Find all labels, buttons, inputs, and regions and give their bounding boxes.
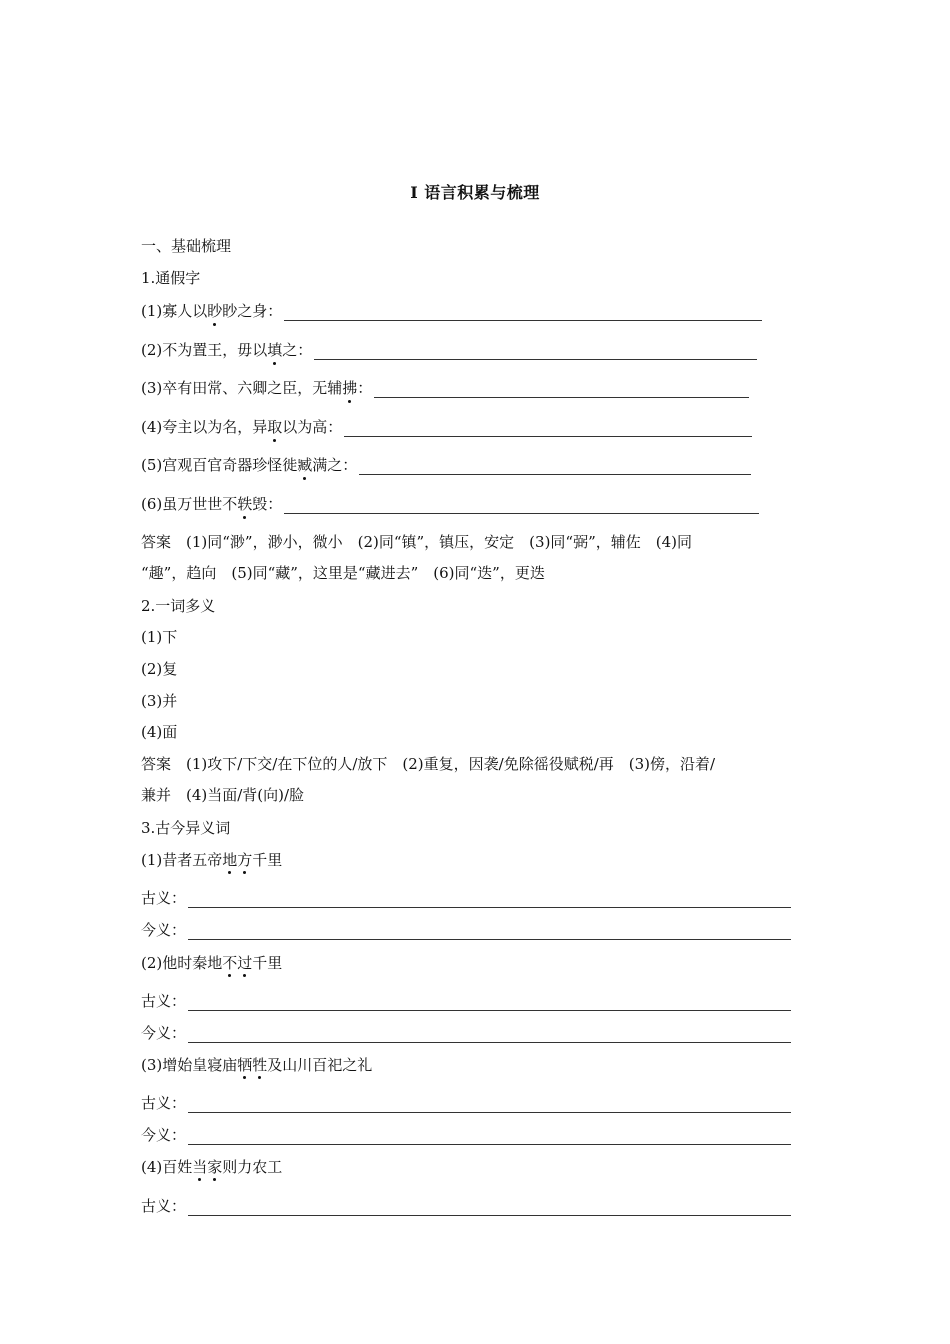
- answer-line: 兼并 (4)当面/背(向)/脸: [141, 786, 305, 804]
- item-text: (1)昔者五帝: [141, 851, 223, 869]
- page-title: Ⅰ 语言积累与梳理: [410, 183, 540, 202]
- answer-line: 答案 (1)攻下/下交/在下位的人/放下 (2)重复，因袭/免除徭役赋税/再 (3)傍，沿着/: [141, 755, 716, 773]
- emphasized-char: 过: [237, 954, 253, 972]
- tongjiazi-item-4: [141, 417, 752, 437]
- item-text: 千里: [252, 851, 283, 869]
- jin-yi-row: [141, 1125, 791, 1145]
- emphasized-char: 眇: [207, 302, 223, 320]
- gu-yi-label: 古义：: [141, 889, 187, 907]
- emphasized-char: 家: [207, 1158, 223, 1176]
- gu-yi-label: 古义：: [141, 1094, 187, 1112]
- section-heading: 一、基础梳理: [141, 237, 232, 255]
- tongjiazi-item-1: [141, 301, 762, 321]
- tongjiazi-item-5: [141, 455, 751, 475]
- jin-yi-label: 今义：: [141, 921, 187, 939]
- answer-blank[interactable]: [188, 992, 791, 1011]
- item-text: 千里: [252, 954, 283, 972]
- gujinyiyi-item-2: [141, 953, 282, 973]
- gu-yi-row: [141, 1196, 791, 1216]
- item-text: 之：: [282, 341, 313, 359]
- yiciduoyi-answer: [141, 749, 811, 811]
- emphasized-char: 不: [222, 954, 238, 972]
- answer-blank[interactable]: [284, 302, 762, 321]
- tongjiazi-answer: [141, 527, 811, 589]
- jin-yi-label: 今义：: [141, 1024, 187, 1042]
- tongjiazi-item-3: [141, 378, 749, 398]
- gu-yi-row: [141, 888, 791, 908]
- item-text: (1)寡人以: [141, 302, 208, 320]
- answer-blank[interactable]: [188, 1197, 791, 1216]
- yiciduoyi-item-3: (3)并: [141, 692, 178, 710]
- tongjiazi-item-2: [141, 340, 757, 360]
- item-text: (2)不为置王，毋以: [141, 341, 268, 359]
- item-text: 毁：: [252, 495, 283, 513]
- emphasized-char: 拂: [342, 379, 358, 397]
- gujinyiyi-item-1: [141, 850, 282, 870]
- item-text: (3)增始皇寝庙: [141, 1056, 238, 1074]
- emphasized-char: 臧: [297, 456, 313, 474]
- answer-line: “趣”，趋向 (5)同“藏”，这里是“藏进去” (6)同“迭”，更迭: [141, 564, 545, 582]
- item-text: 及山川百祀之礼: [267, 1056, 373, 1074]
- gu-yi-label: 古义：: [141, 1197, 187, 1215]
- emphasized-char: 取: [267, 418, 283, 436]
- item-text: 则力农工: [222, 1158, 283, 1176]
- item-text: ：: [357, 379, 373, 397]
- subsection-heading-yiciduoyi: 2.一词多义: [141, 597, 216, 615]
- item-text: 眇之身：: [222, 302, 283, 320]
- answer-blank[interactable]: [284, 495, 759, 514]
- gu-yi-label: 古义：: [141, 992, 187, 1010]
- answer-blank[interactable]: [188, 1024, 791, 1043]
- item-text: 满之：: [312, 456, 358, 474]
- emphasized-char: 当: [192, 1158, 208, 1176]
- item-text: (3)卒有田常、六卿之臣，无辅: [141, 379, 343, 397]
- item-text: (4)百姓: [141, 1158, 193, 1176]
- answer-blank[interactable]: [188, 889, 791, 908]
- jin-yi-label: 今义：: [141, 1126, 187, 1144]
- gu-yi-row: [141, 991, 791, 1011]
- yiciduoyi-item-2: (2)复: [141, 660, 178, 678]
- emphasized-char: 牺: [237, 1056, 253, 1074]
- subsection-heading-tongjiazi: 1.通假字: [141, 269, 201, 287]
- answer-blank[interactable]: [359, 456, 751, 475]
- gujinyiyi-item-3: [141, 1055, 372, 1075]
- answer-blank[interactable]: [314, 341, 757, 360]
- emphasized-char: 地: [222, 851, 238, 869]
- jin-yi-row: [141, 920, 791, 940]
- answer-blank[interactable]: [188, 921, 791, 940]
- yiciduoyi-item-1: (1)下: [141, 628, 178, 646]
- jin-yi-row: [141, 1023, 791, 1043]
- item-text: (4)夸主以为名，异: [141, 418, 268, 436]
- item-text: 以为高：: [282, 418, 343, 436]
- emphasized-char: 牲: [252, 1056, 268, 1074]
- gujinyiyi-item-4: [141, 1157, 282, 1177]
- answer-blank[interactable]: [188, 1094, 791, 1113]
- answer-blank[interactable]: [188, 1126, 791, 1145]
- answer-blank[interactable]: [344, 418, 752, 437]
- answer-line: 答案 (1)同“渺”，渺小，微小 (2)同“镇”，镇压，安定 (3)同“弼”，辅佐 (4)同: [141, 533, 693, 551]
- item-text: (2)他时秦地: [141, 954, 223, 972]
- subsection-heading-gujinyiyi: 3.古今异义词: [141, 819, 231, 837]
- gu-yi-row: [141, 1093, 791, 1113]
- item-text: (6)虽万世世不: [141, 495, 238, 513]
- tongjiazi-item-6: [141, 494, 759, 514]
- emphasized-char: 填: [267, 341, 283, 359]
- emphasized-char: 轶: [237, 495, 253, 513]
- item-text: (5)宫观百官奇器珍怪徙: [141, 456, 298, 474]
- answer-blank[interactable]: [374, 379, 749, 398]
- yiciduoyi-item-4: (4)面: [141, 723, 178, 741]
- emphasized-char: 方: [237, 851, 253, 869]
